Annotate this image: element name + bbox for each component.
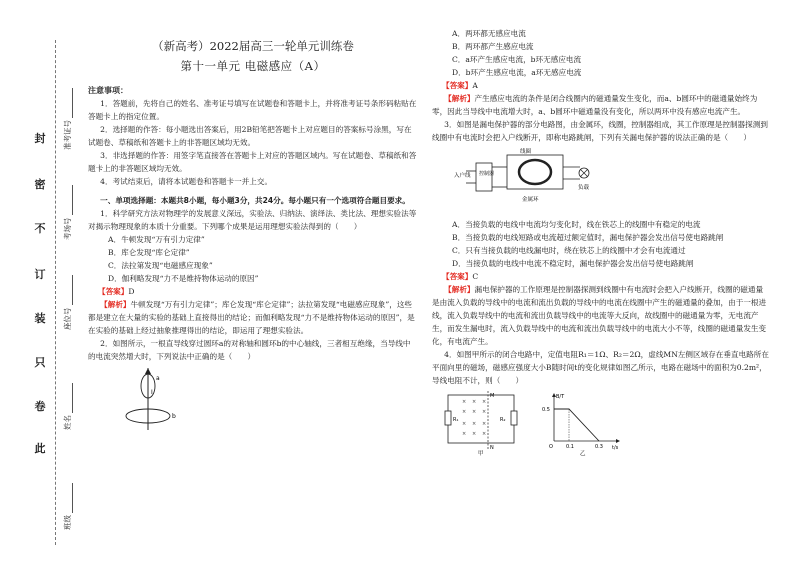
notice-item: 2．选择题的作答：每小题选出答案后，用2B铅笔把答题卡上对应题目的答案标号涂黑，写在试题卷、草稿纸和答题卡上的非答题区域均无效。 (88, 125, 412, 147)
q2-answer (432, 79, 770, 92)
seal-char: 装 (34, 312, 46, 325)
field-cross-mark: × (462, 409, 467, 415)
field-seat-number: 座位号 (62, 276, 73, 331)
left-column (88, 0, 418, 443)
label-a: a (156, 375, 160, 382)
q1-option: D．伽利略发现“力不是维持物体运动的原因” (108, 274, 259, 283)
q3-option: C．只有当接负载的电线漏电时，绕在铁芯上的线圈中才会有电流通过 (452, 246, 686, 255)
q4-stem: 4．如图甲所示的闭合电路中，定值电阻R₁＝1Ω、R₂＝2Ω，虚线MN左侧区域存在垂直电路所在平面向里的磁场，磁感应强度大小B随时间t的变化规律如图乙所示，电路在磁场中的面积为0.2m²，导线电阻不计，则（ ） (432, 350, 769, 385)
label-current: I (151, 389, 153, 396)
q2-stem: 2．如图所示，一根直导线穿过圆环a的对称轴和圆环b的中心轴线，三者相互绝缘，当导线中的电流突然增大时，下列说法中正确的是（ ） (88, 339, 411, 361)
explanation-tag: 【解析】 (100, 300, 131, 309)
label-m: M (490, 393, 495, 399)
notice-item: 3．非选择题的作答：用签字笔直接答在答题卡上对应的答题区域内。写在试题卷、草稿纸和答题卡上的非答题区域均无效。 (88, 151, 417, 173)
q4-diagram (442, 391, 652, 457)
binding-sidebar (0, 0, 82, 562)
tick-t2: 0.3 (595, 444, 603, 450)
field-cross-mark: × (482, 399, 487, 405)
q2-diagram (118, 366, 188, 436)
q3-figure (452, 147, 770, 215)
field-class: 班级 (62, 483, 73, 530)
seal-char: 密 (34, 178, 46, 191)
explanation-tag: 【解析】 (444, 285, 475, 294)
metal-ring (519, 160, 551, 184)
answer-value: A (472, 81, 478, 90)
notice-heading: 注意事项： (88, 86, 128, 95)
label-b: b (172, 413, 176, 420)
seal-char: 只 (34, 356, 46, 369)
q2-option: C．a环产生感应电流，b环无感应电流 (452, 55, 582, 64)
answer-tag: 【答案】 (98, 287, 129, 296)
q1-stem: 1．科学研究方法对物理学的发展意义深远，实验法、归纳法、演绎法、类比法、理想实验法等对揭示物理现象的本质十分重要。下列哪个成果是运用理想实验法得到的（ ） (88, 209, 417, 231)
field-cross-mark: × (482, 421, 487, 427)
field-cross-mark: × (482, 431, 487, 437)
label-r1: R₁ (453, 417, 459, 423)
explanation-tag: 【解析】 (444, 94, 475, 103)
q3-option: D．当接负载的电线中电流不稳定时，漏电保护器会发出信号使电路跳闸 (452, 259, 694, 268)
q4-figure (442, 391, 770, 461)
seal-char: 不 (34, 222, 46, 235)
field-exam-number: 准考证号 (62, 88, 73, 150)
resistor-r2 (511, 411, 517, 425)
label-yi: 乙 (580, 451, 586, 457)
q2-figure (118, 366, 418, 440)
q1-option: C．法拉第发现“电磁感应现象” (108, 261, 213, 270)
label-load: 负载 (578, 185, 590, 191)
field-cross-mark: × (462, 399, 467, 405)
q1-explanation: 【解析】牛顿发现“万有引力定律”；库仑发现“库仑定律”；法拉第发现“电磁感应现象”，这些都是建立在大量的实验的基础上直接得出的结论；而伽利略发现“力不是维持物体运动的原因”，是在实验的基础上经过抽象推理得出的结论，即运用了理想实验法。 (88, 300, 415, 335)
current-arrow (145, 368, 151, 374)
controller-box (476, 163, 495, 191)
right-column (432, 0, 770, 464)
field-cross-mark: × (472, 409, 477, 415)
seal-char: 此 (34, 442, 46, 455)
field-cross-mark: × (472, 421, 477, 427)
q1-option: A．牛顿发现“万有引力定律” (108, 235, 205, 244)
field-room-number: 考场号 (62, 186, 73, 241)
label-coil: 线圈 (520, 149, 532, 155)
resistor-r1 (445, 411, 451, 425)
field-cross-mark: × (472, 399, 477, 405)
tick-t1: 0.1 (566, 444, 574, 450)
label-r2: R₂ (500, 417, 506, 423)
b-t-graph (542, 393, 620, 457)
label-inlet: 入户线 (454, 173, 471, 179)
q2-explanation: 【解析】产生感应电流的条件是闭合线圈内的磁通量发生变化，而a、b圆环中的磁通量始终为零，因此当导线中电流增大时，a、b圆环中磁通量没有变化，所以两环中没有感应电流产生。 (432, 94, 758, 116)
label-origin: O (549, 444, 553, 450)
answer-tag: 【答案】 (442, 81, 473, 90)
field-cross-mark: × (462, 421, 467, 427)
field-name: 姓名 (62, 383, 73, 430)
q3-stem: 3．如图是漏电保护器的部分电路图，由金属环，线圈，控制器组成，其工作原理是控制器探测到线圈中有电流时会把入户线断开，即称电路跳闸，下列有关漏电保护器的说法正确的是（ ） (432, 120, 768, 142)
field-cross-mark: × (472, 431, 477, 437)
b-t-curve (554, 409, 599, 441)
q1-answer (88, 285, 418, 298)
seal-char: 订 (34, 268, 46, 281)
seal-dashed-line (55, 40, 56, 545)
q3-option: B．当接负载的电线短路或电流超过额定值时，漏电保护器会发出信号使电路跳闸 (452, 233, 724, 242)
label-ring: 金属环 (522, 197, 539, 203)
page-subtitle: 第十一单元 电磁感应（A） (180, 59, 326, 73)
q2-option: A．两环都无感应电流 (452, 29, 526, 38)
label-t-axis: t/s (612, 445, 619, 451)
label-jia: 甲 (478, 451, 484, 457)
magnetic-field-marks (462, 399, 486, 437)
page-title: （新高考）2022届高三一轮单元训练卷 (152, 39, 354, 53)
q3-diagram (452, 147, 602, 211)
field-cross-mark: × (482, 409, 487, 415)
seal-char: 卷 (34, 400, 46, 413)
answer-tag: 【答案】 (442, 272, 473, 281)
notice-item: 4．考试结束后，请将本试题卷和答题卡一并上交。 (100, 177, 273, 186)
q3-answer (432, 270, 770, 283)
notice-item: 1．答题前，先将自己的姓名、准考证号填写在试题卷和答题卡上，并将准考证号条形码粘贴在答题卡上的指定位置。 (88, 99, 417, 121)
section-heading: 一、单项选择题：本题共8小题，每小题3分，共24分。每小题只有一个选项符合题目要求。 (100, 196, 410, 205)
label-b-axis: B/T (556, 394, 565, 400)
q2-option: B．两环都产生感应电流 (452, 42, 534, 51)
q3-explanation: 【解析】漏电保护器的工作原理是控制器探测到线圈中有电流时会把入户线断开，线圈的磁通量是由流入负载的导线中的电流和流出负载的导线中的电流在线圈中产生的磁通量的叠加，由于一根进线，流入负载导线中的电流和流出负载导线中的电流等大反向，故线圈中的磁通量为零，无电流产生，而发生漏电时，流入负载导线中的电流和流出负载导线中的电流大小不等，线圈的磁通量发生变化，有电流产生。 (432, 285, 767, 346)
field-cross-mark: × (462, 431, 467, 437)
seal-char: 封 (34, 132, 46, 145)
answer-value: C (472, 272, 479, 281)
q2-option: D．b环产生感应电流，a环无感应电流 (452, 68, 582, 77)
q1-option: B．库仑发现“库仑定律” (108, 248, 190, 257)
q3-option: A．当接负载的电线中电流均匀变化时，线在铁芯上的线圈中有稳定的电流 (452, 220, 701, 229)
label-n: N (490, 445, 494, 451)
answer-value: D (128, 287, 135, 296)
tick-b: 0.5 (542, 407, 550, 413)
label-controller: 控制器 (479, 171, 495, 177)
